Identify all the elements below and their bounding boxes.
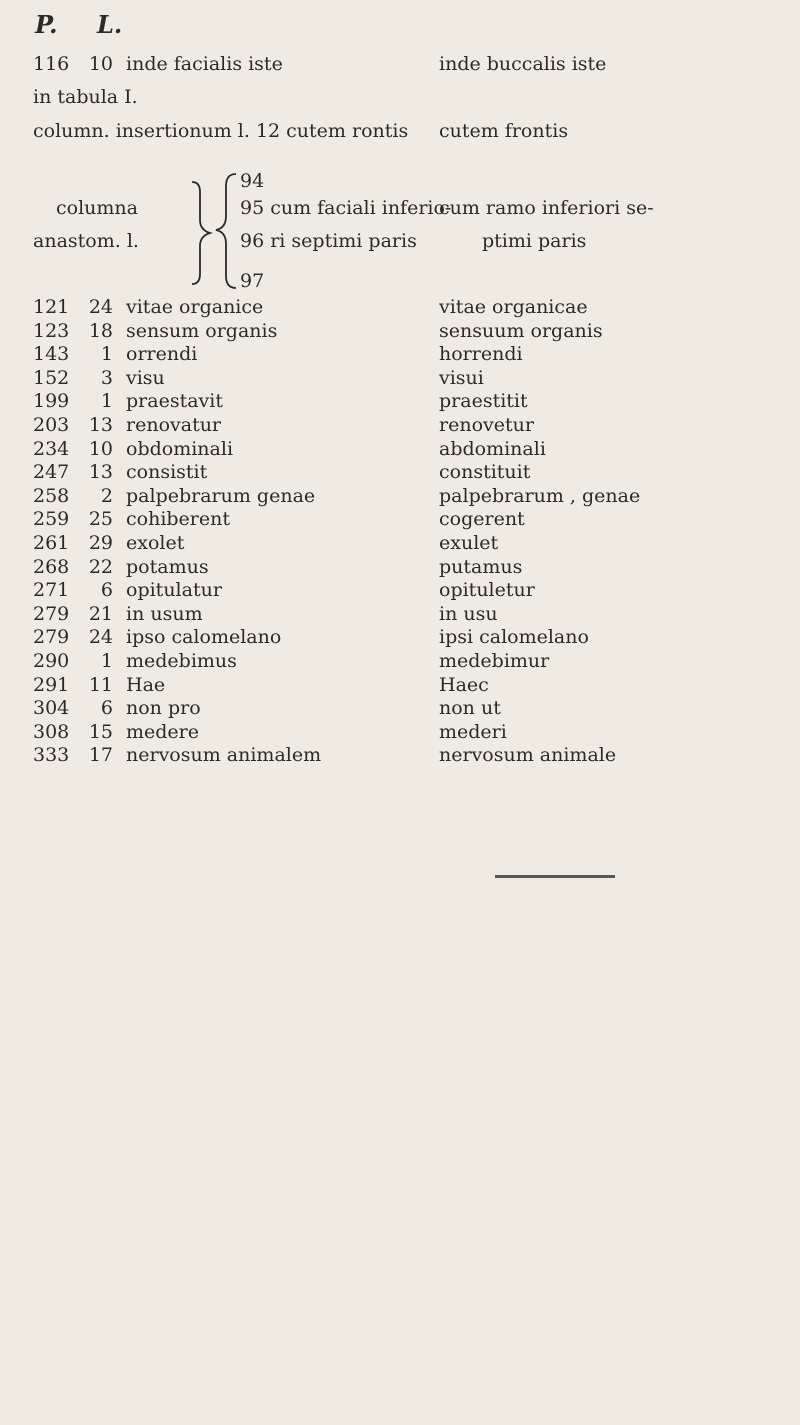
table-row bbox=[0, 461, 800, 485]
corrigenda-text: cutem frontis bbox=[439, 120, 569, 142]
corrigenda-text: opituletur bbox=[439, 579, 535, 602]
line-number: 1 bbox=[100, 343, 113, 366]
errata-text: non pro bbox=[126, 697, 201, 720]
table-row bbox=[0, 579, 800, 603]
errata-text: potamus bbox=[126, 555, 209, 578]
continuation-text: in tabula I. bbox=[33, 86, 138, 108]
errata-text: praestavit bbox=[126, 390, 223, 413]
page-number: 268 bbox=[33, 555, 70, 578]
corrigenda-text: Haec bbox=[439, 673, 489, 696]
table-row bbox=[0, 556, 800, 580]
corrigenda-text: horrendi bbox=[439, 343, 523, 366]
curly-brace-left-icon bbox=[188, 180, 214, 286]
table-row bbox=[0, 390, 800, 414]
page-number: 203 bbox=[33, 413, 70, 436]
errata-text: Hae bbox=[126, 673, 166, 696]
table-row bbox=[0, 603, 800, 627]
corrigenda-text: constituit bbox=[439, 461, 531, 484]
table-row bbox=[0, 721, 800, 745]
page-number: 308 bbox=[33, 720, 70, 743]
page-number: 234 bbox=[33, 437, 70, 460]
corrigenda-text: exulet bbox=[439, 531, 499, 554]
page-column-header: P. bbox=[35, 10, 58, 39]
corrigenda-text: cogerent bbox=[439, 508, 525, 531]
errata-text: vitae organice bbox=[126, 296, 264, 318]
errata-text: exolet bbox=[126, 531, 185, 554]
page-number: 123 bbox=[33, 319, 70, 342]
page-number: 143 bbox=[33, 343, 70, 366]
errata-text: nervosum animalem bbox=[126, 744, 322, 767]
line-number: 17 bbox=[88, 744, 113, 767]
line-number: 10 bbox=[88, 53, 113, 75]
brace-text: 95 cum faciali inferio- bbox=[240, 197, 452, 219]
table-row bbox=[0, 744, 800, 768]
table-row bbox=[0, 650, 800, 674]
line-number: 18 bbox=[88, 319, 113, 342]
corrigenda-text: visui bbox=[439, 366, 484, 389]
table-row bbox=[0, 697, 800, 721]
corrigenda-text: abdominali bbox=[439, 437, 546, 460]
corrigenda-text: sensuum organis bbox=[439, 319, 603, 342]
brace-text: 96 ri septimi paris bbox=[240, 230, 417, 252]
line-number: 6 bbox=[100, 697, 113, 720]
corrigenda-text: praestitit bbox=[439, 390, 528, 413]
errata-text: ipso calomelano bbox=[126, 626, 282, 649]
bracket-number-97: 97 bbox=[240, 270, 265, 292]
line-number: 13 bbox=[88, 461, 113, 484]
corrigenda-text: mederi bbox=[439, 720, 507, 743]
line-number: 29 bbox=[88, 531, 113, 554]
line-number: 11 bbox=[88, 673, 113, 696]
table-row bbox=[0, 508, 800, 532]
page-number: 333 bbox=[33, 744, 70, 767]
line-number: 22 bbox=[88, 555, 113, 578]
table-row bbox=[0, 438, 800, 462]
line-number: 1 bbox=[100, 390, 113, 413]
corrigenda-text: cum ramo inferiori se- bbox=[439, 197, 654, 219]
page-number: 258 bbox=[33, 484, 70, 507]
errata-text: palpebrarum genae bbox=[126, 484, 316, 507]
page-number: 279 bbox=[33, 626, 70, 649]
page-number: 261 bbox=[33, 531, 70, 554]
errata-text: opitulatur bbox=[126, 579, 222, 602]
corrigenda-text: inde buccalis iste bbox=[439, 53, 607, 75]
corrigenda-text: putamus bbox=[439, 555, 523, 578]
page-number: 259 bbox=[33, 508, 70, 531]
errata-text: renovatur bbox=[126, 413, 222, 436]
page-number: 271 bbox=[33, 579, 70, 602]
errata-text: medere bbox=[126, 720, 199, 743]
table-row bbox=[0, 296, 800, 320]
table-row bbox=[0, 367, 800, 391]
errata-text: orrendi bbox=[126, 343, 198, 366]
errata-text: sensum organis bbox=[126, 319, 278, 342]
errata-text: visu bbox=[126, 366, 165, 389]
corrigenda-text: medebimur bbox=[439, 649, 550, 672]
corrigenda-text: palpebrarum , genae bbox=[439, 484, 641, 507]
line-number: 25 bbox=[88, 508, 113, 531]
errata-text: medebimus bbox=[126, 649, 237, 672]
line-column-header: L. bbox=[97, 10, 123, 39]
curly-brace-icon bbox=[212, 172, 240, 290]
line-number: 13 bbox=[88, 413, 113, 436]
errata-text: cohiberent bbox=[126, 508, 230, 531]
page-number: 290 bbox=[33, 649, 70, 672]
corrigenda-text: non ut bbox=[439, 697, 501, 720]
line-number: 1 bbox=[100, 649, 113, 672]
page-number: 291 bbox=[33, 673, 70, 696]
corrigenda-text: nervosum animale bbox=[439, 744, 617, 767]
divider-rule bbox=[495, 875, 615, 878]
line-number: 10 bbox=[88, 437, 113, 460]
line-number: 6 bbox=[100, 579, 113, 602]
corrigenda-text: ipsi calomelano bbox=[439, 626, 589, 649]
page-number: 247 bbox=[33, 461, 70, 484]
line-number: 24 bbox=[88, 296, 113, 318]
brace-left-label: anastom. l. bbox=[33, 230, 139, 252]
bracket-number-94: 94 bbox=[240, 170, 265, 192]
page-number: 279 bbox=[33, 602, 70, 625]
errata-text: consistit bbox=[126, 461, 208, 484]
errata-table bbox=[0, 296, 800, 768]
errata-text: obdominali bbox=[126, 437, 234, 460]
table-row bbox=[0, 485, 800, 509]
line-number: 2 bbox=[100, 484, 113, 507]
line-number: 24 bbox=[88, 626, 113, 649]
page-number: 116 bbox=[33, 53, 70, 75]
errata-text: in usum bbox=[126, 602, 203, 625]
errata-text: inde facialis iste bbox=[126, 53, 283, 75]
corrigenda-text: renovetur bbox=[439, 413, 534, 436]
table-row bbox=[0, 320, 800, 344]
page-number: 304 bbox=[33, 697, 70, 720]
brace-left-label: columna bbox=[56, 197, 138, 219]
table-row bbox=[0, 343, 800, 367]
page-number: 199 bbox=[33, 390, 70, 413]
line-number: 3 bbox=[100, 366, 113, 389]
page-number: 152 bbox=[33, 366, 70, 389]
page-number: 121 bbox=[33, 296, 70, 318]
table-row bbox=[0, 674, 800, 698]
line-number: 15 bbox=[88, 720, 113, 743]
line-number: 21 bbox=[88, 602, 113, 625]
table-row bbox=[0, 414, 800, 438]
continuation-text: column. insertionum l. 12 cutem rontis bbox=[33, 120, 409, 142]
corrigenda-text: in usu bbox=[439, 602, 498, 625]
corrigenda-text: ptimi paris bbox=[482, 230, 587, 252]
table-row bbox=[0, 626, 800, 650]
corrigenda-text: vitae organicae bbox=[439, 296, 588, 318]
table-row bbox=[0, 532, 800, 556]
